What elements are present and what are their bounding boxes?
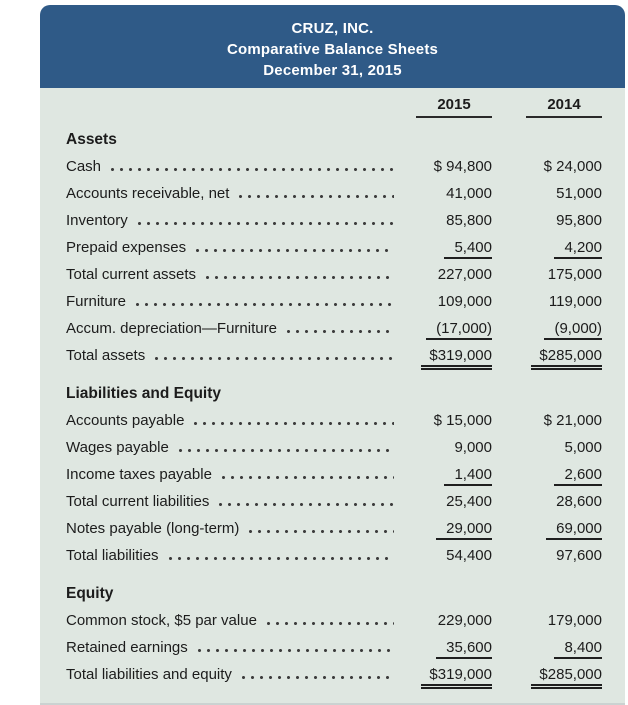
value-cell <box>400 666 492 689</box>
value-cell <box>510 347 602 370</box>
value-2015: (17,000) <box>426 320 492 340</box>
row-label: Total current liabilities <box>66 493 210 510</box>
value-cell <box>400 520 492 540</box>
value-2015: 85,800 <box>446 212 492 229</box>
value-cell <box>510 293 602 310</box>
table-row-total-liabilities <box>66 547 602 574</box>
row-label: Retained earnings <box>66 639 188 656</box>
section-heading-liabilities-equity: Liabilities and Equity <box>66 385 222 402</box>
report-date: December 31, 2015 <box>263 62 402 79</box>
value-2015: 29,000 <box>436 520 492 540</box>
row-label: Total current assets <box>66 266 197 283</box>
table-row-furniture <box>66 293 602 320</box>
dot-leader <box>138 222 394 225</box>
value-cell <box>510 266 602 283</box>
row-label: Inventory <box>66 212 128 229</box>
dot-leader <box>249 530 394 533</box>
value-cell <box>400 293 492 310</box>
value-2014: 4,200 <box>554 239 602 259</box>
value-cell <box>400 212 492 229</box>
value-cell <box>510 612 602 629</box>
table-row-total-current-liabilities <box>66 493 602 520</box>
value-cell <box>510 439 602 456</box>
company-name: CRUZ, INC. <box>291 20 374 37</box>
value-cell <box>400 547 492 564</box>
value-2015: 54,400 <box>446 547 492 564</box>
dot-leader <box>242 676 394 679</box>
value-cell <box>400 185 492 202</box>
row-label: Total assets <box>66 347 146 364</box>
value-2015: 227,000 <box>437 266 492 283</box>
value-2014: $285,000 <box>531 347 602 370</box>
sheet-body <box>40 88 625 703</box>
table-row-accounts-payable <box>66 412 602 439</box>
value-2014: 28,600 <box>556 493 602 510</box>
table-row-income-taxes-payable <box>66 466 602 493</box>
value-2015: $319,000 <box>421 666 492 689</box>
value-2015: $ 94,800 <box>433 158 492 175</box>
value-cell <box>510 493 602 510</box>
dot-leader <box>198 649 394 652</box>
row-label: Accounts receivable, net <box>66 185 230 202</box>
row-label: Total liabilities and equity <box>66 666 232 683</box>
table-row-common-stock <box>66 612 602 639</box>
value-2015: 109,000 <box>437 293 492 310</box>
table-row-total-assets <box>66 347 602 374</box>
value-2014: 8,400 <box>554 639 602 659</box>
value-2014: $285,000 <box>531 666 602 689</box>
value-cell <box>400 493 492 510</box>
row-label: Common stock, $5 par value <box>66 612 257 629</box>
row-label: Total liabilities <box>66 547 159 564</box>
value-2015: 5,400 <box>444 239 492 259</box>
dot-leader <box>267 622 394 625</box>
value-2014: 95,800 <box>556 212 602 229</box>
value-cell <box>510 639 602 659</box>
value-cell <box>400 347 492 370</box>
balance-sheet-card <box>40 5 625 705</box>
row-label: Prepaid expenses <box>66 239 187 256</box>
row-label: Income taxes payable <box>66 466 212 483</box>
value-2015: 35,600 <box>436 639 492 659</box>
value-cell <box>400 320 492 340</box>
value-cell <box>400 612 492 629</box>
dot-leader <box>169 557 394 560</box>
value-2014: 5,000 <box>564 439 602 456</box>
value-2015: 229,000 <box>437 612 492 629</box>
value-cell <box>510 466 602 486</box>
table-row-prepaid-expenses <box>66 239 602 266</box>
column-header-2015: 2015 <box>416 96 492 118</box>
value-cell <box>400 412 492 429</box>
value-2015: 25,400 <box>446 493 492 510</box>
value-cell <box>400 158 492 175</box>
dot-leader <box>155 357 394 360</box>
table-row-inventory <box>66 212 602 239</box>
value-2015: $ 15,000 <box>433 412 492 429</box>
table-row-total-liabilities-and-equity <box>66 666 602 693</box>
dot-leader <box>194 422 394 425</box>
value-cell <box>510 320 602 340</box>
value-cell <box>510 666 602 689</box>
section-heading-equity: Equity <box>66 585 114 602</box>
row-label: Accounts payable <box>66 412 185 429</box>
value-cell <box>400 266 492 283</box>
dot-leader <box>287 330 394 333</box>
value-2015: $319,000 <box>421 347 492 370</box>
section-heading-assets: Assets <box>66 131 117 148</box>
dot-leader <box>196 249 394 252</box>
value-2015: 1,400 <box>444 466 492 486</box>
value-2015: 41,000 <box>446 185 492 202</box>
column-header-cell <box>510 96 602 118</box>
value-2014: $ 21,000 <box>543 412 602 429</box>
table-row-total-current-assets <box>66 266 602 293</box>
value-cell <box>400 466 492 486</box>
table-row-cash <box>66 158 602 185</box>
table-row-retained-earnings <box>66 639 602 666</box>
value-cell <box>510 412 602 429</box>
column-header-2014: 2014 <box>526 96 602 118</box>
value-cell <box>400 439 492 456</box>
dot-leader <box>239 195 394 198</box>
row-label: Cash <box>66 158 102 175</box>
table-row-accum-depreciation <box>66 320 602 347</box>
value-2014: 69,000 <box>546 520 602 540</box>
value-cell <box>510 239 602 259</box>
dot-leader <box>222 476 394 479</box>
column-header-row <box>66 96 602 127</box>
table-row-notes-payable <box>66 520 602 547</box>
value-2014: $ 24,000 <box>543 158 602 175</box>
value-cell <box>510 212 602 229</box>
report-title: Comparative Balance Sheets <box>226 41 439 58</box>
value-cell <box>400 639 492 659</box>
value-cell <box>510 547 602 564</box>
dot-leader <box>206 276 394 279</box>
value-2014: 179,000 <box>547 612 602 629</box>
table-row-accounts-receivable <box>66 185 602 212</box>
table-row-wages-payable <box>66 439 602 466</box>
value-cell <box>510 520 602 540</box>
value-cell <box>510 185 602 202</box>
value-2014: 175,000 <box>547 266 602 283</box>
row-label: Furniture <box>66 293 127 310</box>
row-label: Wages payable <box>66 439 169 456</box>
dot-leader <box>136 303 394 306</box>
value-2014: 2,600 <box>554 466 602 486</box>
value-2014: 97,600 <box>556 547 602 564</box>
dot-leader <box>179 449 394 452</box>
column-header-cell <box>400 96 492 118</box>
value-2015: 9,000 <box>454 439 492 456</box>
value-2014: (9,000) <box>544 320 602 340</box>
report-header <box>40 5 625 88</box>
row-label: Notes payable (long-term) <box>66 520 240 537</box>
dot-leader <box>219 503 394 506</box>
value-2014: 119,000 <box>548 293 602 310</box>
value-cell <box>400 239 492 259</box>
dot-leader <box>111 168 394 171</box>
row-label: Accum. depreciation—Furniture <box>66 320 277 337</box>
value-2014: 51,000 <box>556 185 602 202</box>
value-cell <box>510 158 602 175</box>
